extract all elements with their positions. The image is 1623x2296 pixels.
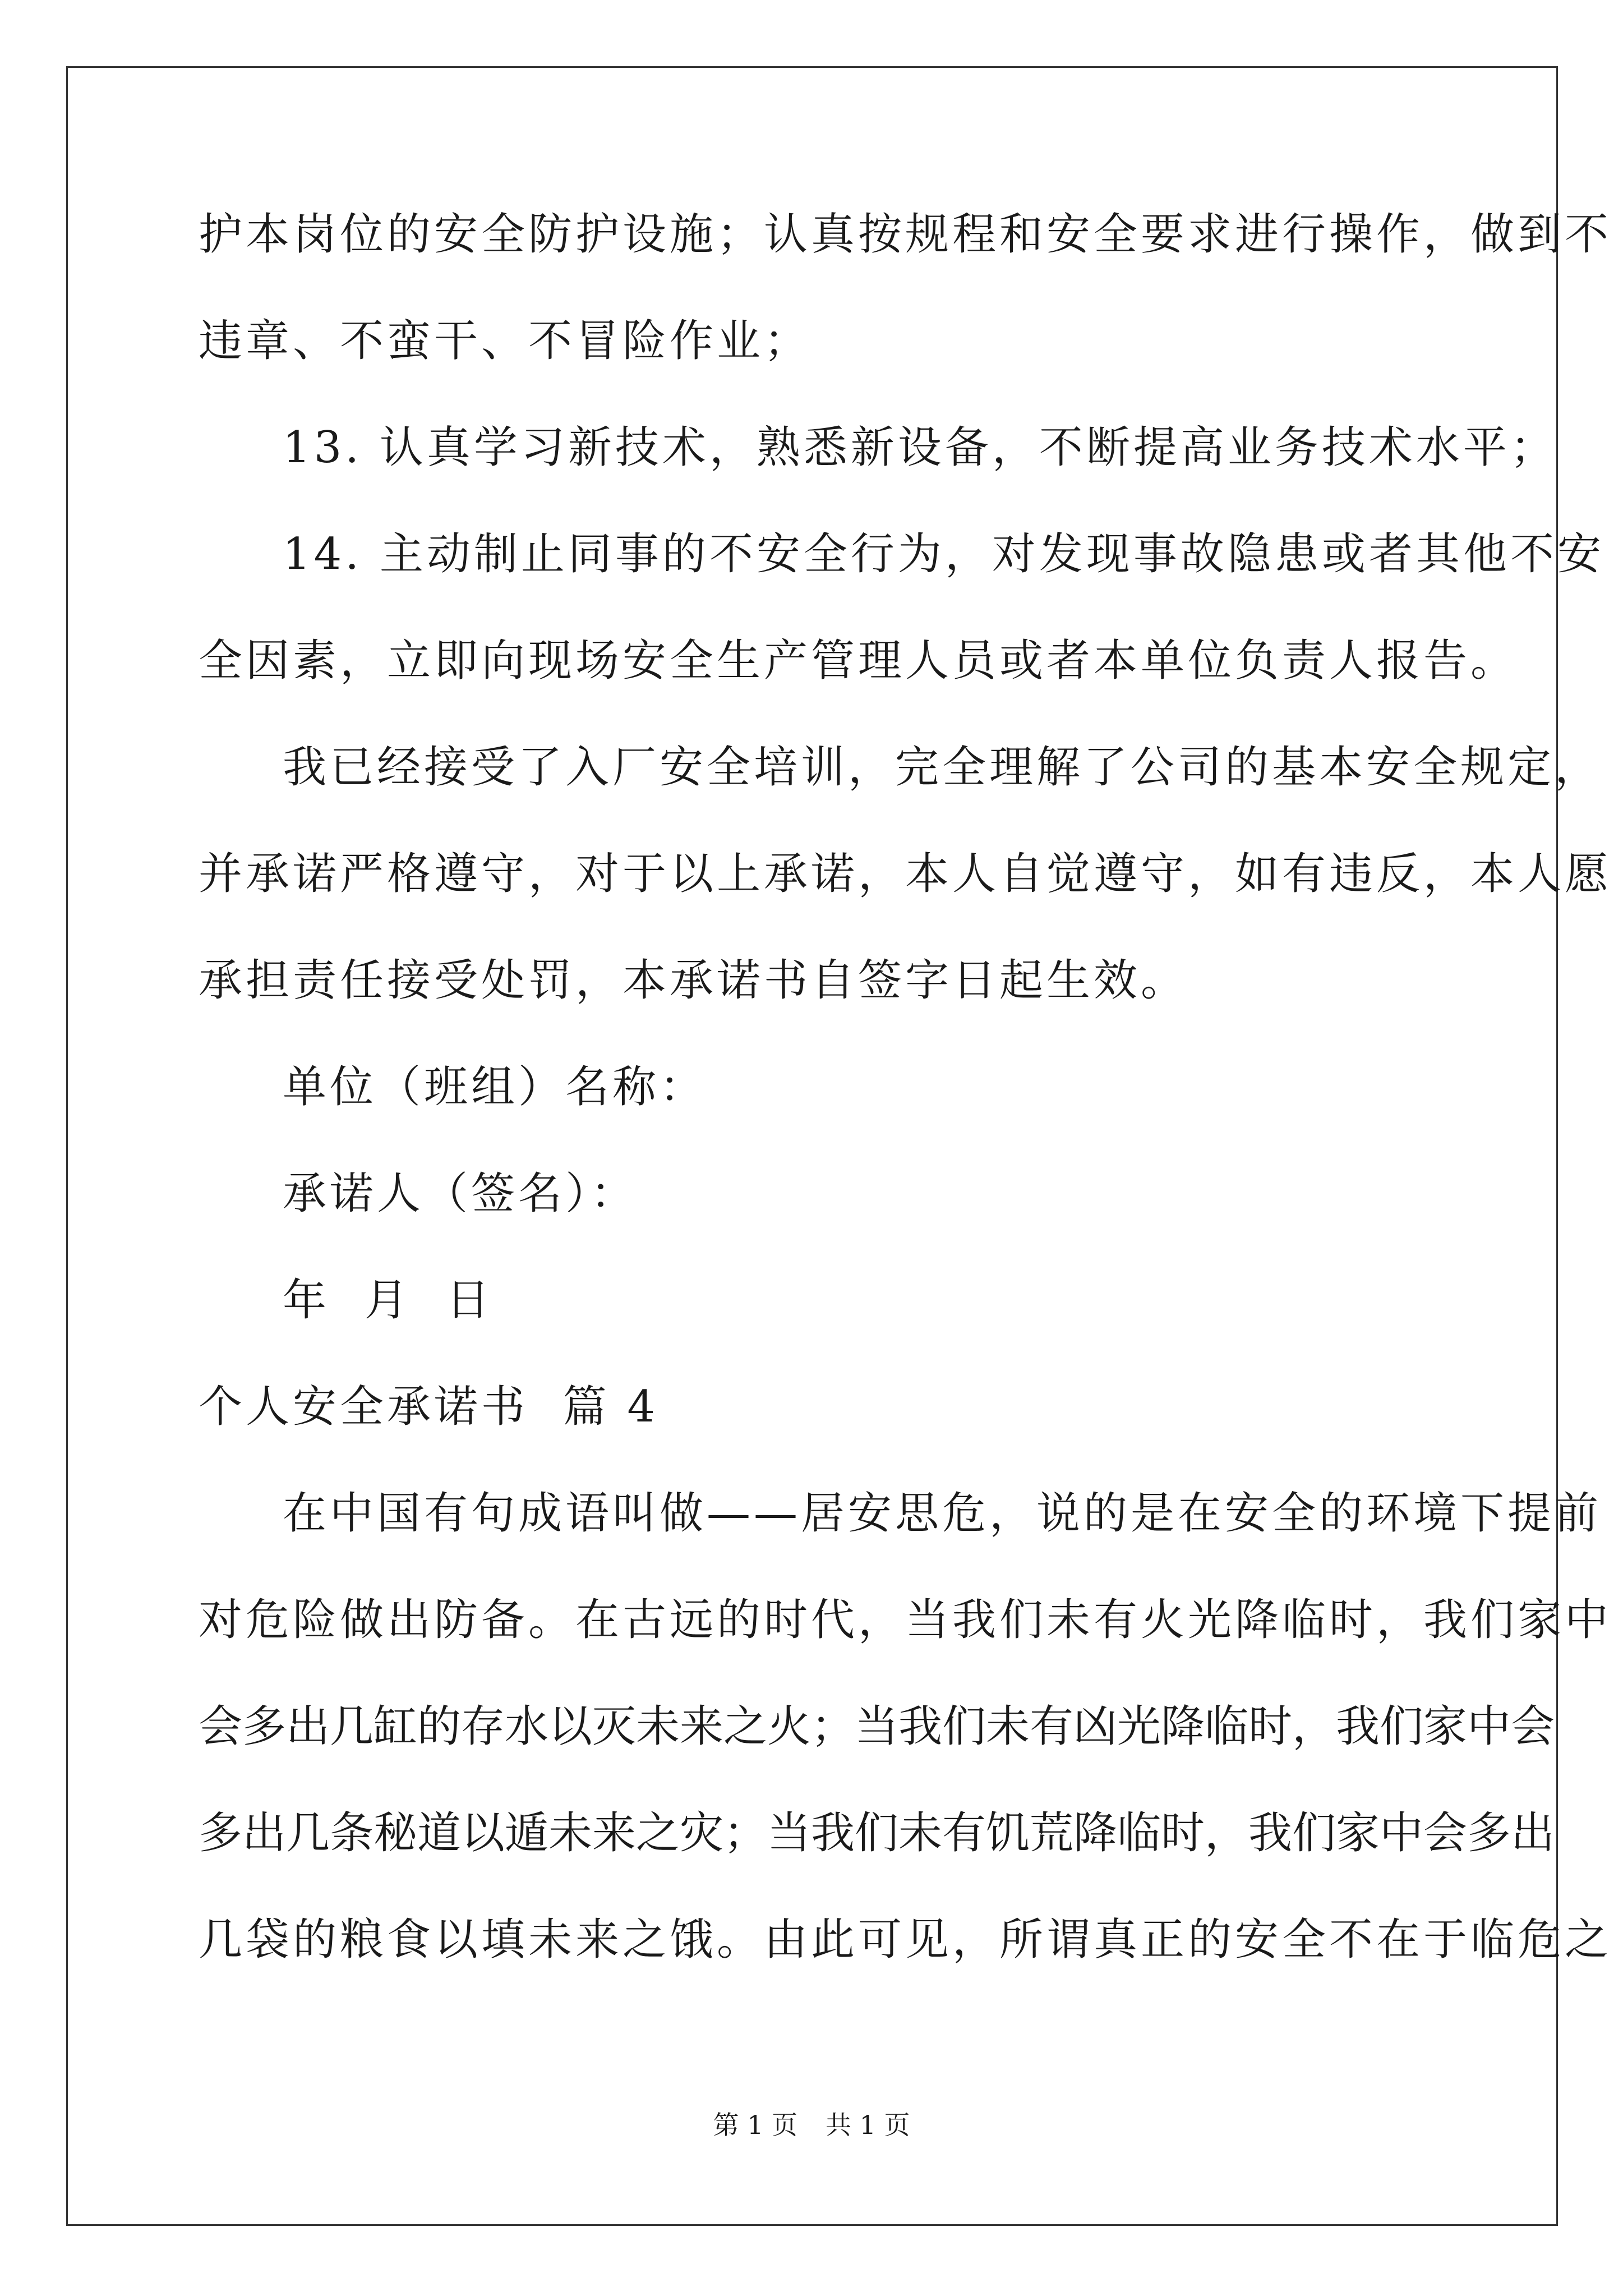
list-item-13: 13. 认真学习新技术，熟悉新设备，不断提高业务技术水平； <box>283 422 1557 473</box>
list-item-14: 14. 主动制止同事的不安全行为，对发现事故隐患或者其他不安 <box>283 529 1604 579</box>
paragraph-line: 并承诺严格遵守，对于以上承诺，本人自觉遵守，如有违反，本人愿 <box>199 849 1612 899</box>
paragraph-line: 护本岗位的安全防护设施；认真按规程和安全要求进行操作，做到不 <box>199 209 1612 260</box>
date-label: 年 月 日 <box>283 1275 494 1326</box>
paragraph-line: 违章、不蛮干、不冒险作业； <box>199 316 811 366</box>
paragraph-line: 对危险做出防备。在古远的时代，当我们未有火光降临时，我们家中 <box>199 1595 1612 1645</box>
page-number: 第 1 页 <box>713 2110 797 2140</box>
page-total: 共 1 页 <box>826 2110 910 2140</box>
section-heading: 个人安全承诺书 篇 4 <box>199 1382 659 1432</box>
page-border <box>66 66 1612 2226</box>
paragraph-line: 多出几条秘道以遁未来之灾；当我们未有饥荒降临时，我们家中会多出 <box>199 1808 1555 1858</box>
paragraph-line: 我已经接受了入厂安全培训，完全理解了公司的基本安全规定， <box>283 742 1602 793</box>
paragraph-line: 会多出几缸的存水以灭未来之火；当我们未有凶光降临时，我们家中会 <box>199 1701 1555 1752</box>
page-footer <box>0 2109 1623 2141</box>
paragraph-line: 承担责任接受处罚，本承诺书自签字日起生效。 <box>199 955 1188 1006</box>
paragraph-line: 全因素，立即向现场安全生产管理人员或者本单位负责人报告。 <box>199 636 1518 686</box>
paragraph-line: 在中国有句成语叫做——居安思危，说的是在安全的环境下提前 <box>283 1488 1602 1539</box>
paragraph-line: 几袋的粮食以填未来之饿。由此可见，所谓真正的安全不在于临危之 <box>199 1915 1612 1965</box>
unit-name-label: 单位（班组）名称： <box>283 1062 707 1112</box>
signer-label: 承诺人（签名）： <box>283 1168 638 1219</box>
